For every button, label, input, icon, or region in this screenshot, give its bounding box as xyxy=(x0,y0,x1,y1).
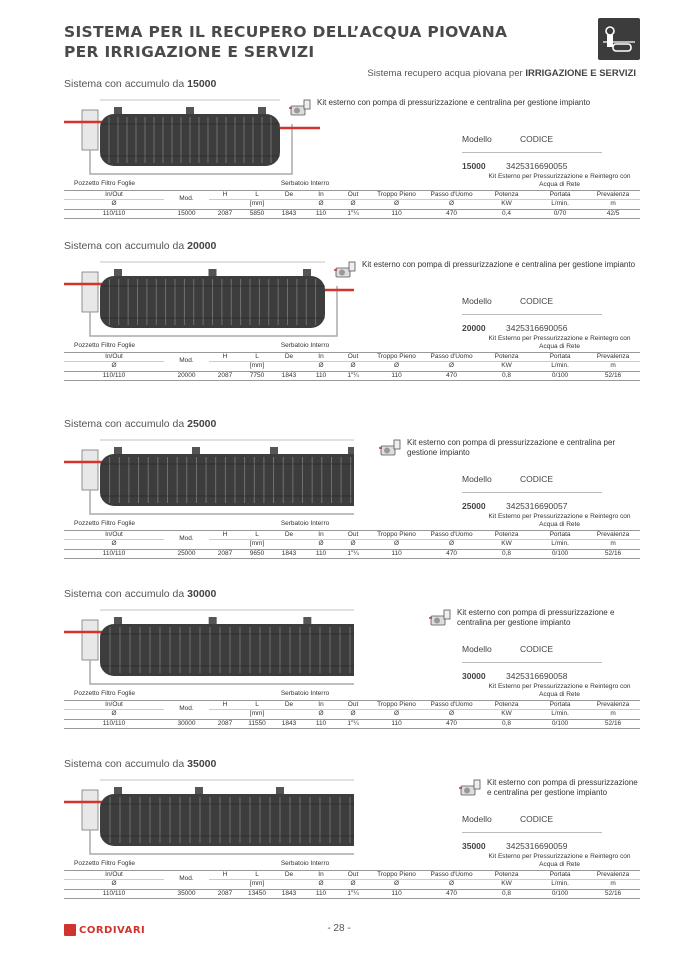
col-inout: In/Out xyxy=(64,870,164,880)
kit-description: Kit esterno con pompa di pressurizzazione e centralina per gestione impianto xyxy=(362,260,636,269)
value-inout: 110/110 xyxy=(64,549,164,559)
col-inout: In/Out xyxy=(64,530,164,540)
col-passo: Passo d'Uomo xyxy=(424,190,479,200)
unit-out: Ø xyxy=(337,540,369,550)
unit-lmin: L/min. xyxy=(534,710,586,720)
col-h: H xyxy=(209,700,241,710)
value-inout: 110/110 xyxy=(64,371,164,381)
value-l: 7750 xyxy=(241,371,273,381)
unit-in: Ø xyxy=(305,710,337,720)
unit-m: m xyxy=(586,540,640,550)
unit-lmin: L/min. xyxy=(534,880,586,890)
unit-out: Ø xyxy=(337,880,369,890)
value-inout: 110/110 xyxy=(64,209,164,219)
col-potenza: Potenza xyxy=(479,700,534,710)
value-troppo: 110 xyxy=(369,371,424,381)
col-in: In xyxy=(305,700,337,710)
rainwater-system-icon xyxy=(598,18,640,60)
system-section-35000 xyxy=(64,758,640,926)
group-kit: Kit Esterno per Pressurizzazione e Reintegro con Acqua di Rete xyxy=(488,334,631,350)
section-heading: Sistema con accumulo da 35000 xyxy=(64,758,217,770)
col-portata: Portata xyxy=(534,870,586,880)
model-code-box xyxy=(462,290,602,333)
unit-inout: Ø xyxy=(64,540,164,550)
code-header: CODICE xyxy=(520,644,554,654)
col-out: Out xyxy=(337,530,369,540)
value-out: 1"¼ xyxy=(337,209,369,219)
group-pozzetto: Pozzetto Filtro Foglie xyxy=(74,520,136,527)
unit-mm: [mm] xyxy=(241,200,273,210)
value-mod: 35000 xyxy=(164,889,209,899)
value-l: 13450 xyxy=(241,889,273,899)
group-pozzetto: Pozzetto Filtro Foglie xyxy=(74,180,136,187)
value-de: 1843 xyxy=(273,209,305,219)
unit-troppo: Ø xyxy=(369,362,424,372)
section-heading: Sistema con accumulo da 20000 xyxy=(64,240,217,252)
model-value: 20000 xyxy=(462,323,486,333)
model-header: Modello xyxy=(462,296,492,306)
unit-troppo: Ø xyxy=(369,710,424,720)
value-prevalenza: 42/5 xyxy=(586,209,640,219)
col-inout: In/Out xyxy=(64,190,164,200)
unit-passo: Ø xyxy=(424,540,479,550)
value-potenza: 0,8 xyxy=(479,719,534,729)
unit-passo: Ø xyxy=(424,200,479,210)
col-passo: Passo d'Uomo xyxy=(424,352,479,362)
spec-table xyxy=(64,334,640,381)
unit-mm: [mm] xyxy=(241,880,273,890)
value-de: 1843 xyxy=(273,549,305,559)
col-troppo: Troppo Pieno xyxy=(369,530,424,540)
unit-in: Ø xyxy=(305,362,337,372)
value-prevalenza: 52/16 xyxy=(586,889,640,899)
unit-m: m xyxy=(586,200,640,210)
value-l: 9650 xyxy=(241,549,273,559)
col-prevalenza: Prevalenza xyxy=(586,190,640,200)
value-mod: 15000 xyxy=(164,209,209,219)
code-header: CODICE xyxy=(520,474,554,484)
system-section-30000 xyxy=(64,588,640,756)
system-section-20000 xyxy=(64,240,640,408)
col-inout: In/Out xyxy=(64,700,164,710)
model-value: 35000 xyxy=(462,841,486,851)
group-serbatoio: Serbatoio Interro xyxy=(280,860,330,867)
code-header: CODICE xyxy=(520,814,554,824)
col-troppo: Troppo Pieno xyxy=(369,870,424,880)
unit-passo: Ø xyxy=(424,880,479,890)
tank-diagram xyxy=(64,604,354,692)
col-de: De xyxy=(273,190,305,200)
col-mod: Mod. xyxy=(164,190,209,209)
group-kit: Kit Esterno per Pressurizzazione e Reintegro con Acqua di Rete xyxy=(488,682,631,698)
col-mod: Mod. xyxy=(164,352,209,371)
col-de: De xyxy=(273,700,305,710)
page-title: SISTEMA PER IL RECUPERO DELL’ACQUA PIOVANA PER IRRIGAZIONE E SERVIZI xyxy=(64,23,508,61)
kit-description: Kit esterno con pompa di pressurizzazione e centralina per gestione impianto xyxy=(457,608,615,627)
group-serbatoio: Serbatoio Interro xyxy=(280,342,330,349)
value-h: 2087 xyxy=(209,549,241,559)
group-serbatoio: Serbatoio Interro xyxy=(280,180,330,187)
unit-in: Ø xyxy=(305,540,337,550)
value-h: 2087 xyxy=(209,719,241,729)
col-de: De xyxy=(273,530,305,540)
value-potenza: 0,4 xyxy=(479,209,534,219)
col-passo: Passo d'Uomo xyxy=(424,870,479,880)
col-potenza: Potenza xyxy=(479,870,534,880)
col-de: De xyxy=(273,352,305,362)
code-header: CODICE xyxy=(520,134,554,144)
value-portata: 0/100 xyxy=(534,371,586,381)
col-troppo: Troppo Pieno xyxy=(369,190,424,200)
value-in: 110 xyxy=(305,889,337,899)
value-passo: 470 xyxy=(424,209,479,219)
col-de: De xyxy=(273,870,305,880)
col-troppo: Troppo Pieno xyxy=(369,700,424,710)
value-inout: 110/110 xyxy=(64,889,164,899)
col-l: L xyxy=(241,352,273,362)
value-passo: 470 xyxy=(424,889,479,899)
value-in: 110 xyxy=(305,549,337,559)
value-troppo: 110 xyxy=(369,719,424,729)
page-subtitle: Sistema recupero acqua piovana per IRRIGAZIONE E SERVIZI xyxy=(367,68,636,79)
value-out: 1"¼ xyxy=(337,719,369,729)
col-h: H xyxy=(209,870,241,880)
value-passo: 470 xyxy=(424,371,479,381)
section-heading: Sistema con accumulo da 30000 xyxy=(64,588,217,600)
value-passo: 470 xyxy=(424,549,479,559)
value-portata: 0/100 xyxy=(534,719,586,729)
col-prevalenza: Prevalenza xyxy=(586,700,640,710)
unit-troppo: Ø xyxy=(369,200,424,210)
unit-kw: KW xyxy=(479,200,534,210)
unit-troppo: Ø xyxy=(369,880,424,890)
col-mod: Mod. xyxy=(164,870,209,889)
col-in: In xyxy=(305,190,337,200)
col-mod: Mod. xyxy=(164,700,209,719)
kit-description: Kit esterno con pompa di pressurizzazione e centralina per gestione impianto xyxy=(487,778,638,797)
model-header: Modello xyxy=(462,814,492,824)
unit-kw: KW xyxy=(479,540,534,550)
page-number: - 28 - xyxy=(327,923,351,934)
unit-inout: Ø xyxy=(64,362,164,372)
group-serbatoio: Serbatoio Interro xyxy=(280,520,330,527)
unit-inout: Ø xyxy=(64,710,164,720)
value-potenza: 0,8 xyxy=(479,889,534,899)
section-heading: Sistema con accumulo da 25000 xyxy=(64,418,217,430)
value-out: 1"¼ xyxy=(337,549,369,559)
value-out: 1"¼ xyxy=(337,889,369,899)
kit-description: Kit esterno con pompa di pressurizzazione e centralina per gestione impianto xyxy=(407,438,616,457)
code-value: 3425316690055 xyxy=(506,161,568,171)
unit-passo: Ø xyxy=(424,710,479,720)
value-mod: 25000 xyxy=(164,549,209,559)
value-de: 1843 xyxy=(273,889,305,899)
col-l: L xyxy=(241,870,273,880)
col-passo: Passo d'Uomo xyxy=(424,700,479,710)
col-potenza: Potenza xyxy=(479,190,534,200)
col-in: In xyxy=(305,530,337,540)
unit-kw: KW xyxy=(479,710,534,720)
col-out: Out xyxy=(337,352,369,362)
unit-out: Ø xyxy=(337,200,369,210)
group-pozzetto: Pozzetto Filtro Foglie xyxy=(74,342,136,349)
col-in: In xyxy=(305,870,337,880)
col-out: Out xyxy=(337,700,369,710)
kit-description: Kit esterno con pompa di pressurizzazione e centralina per gestione impianto xyxy=(317,98,591,107)
unit-lmin: L/min. xyxy=(534,540,586,550)
value-portata: 0/70 xyxy=(534,209,586,219)
unit-mm: [mm] xyxy=(241,362,273,372)
value-mod: 20000 xyxy=(164,371,209,381)
model-header: Modello xyxy=(462,134,492,144)
col-l: L xyxy=(241,190,273,200)
col-in: In xyxy=(305,352,337,362)
col-prevalenza: Prevalenza xyxy=(586,870,640,880)
brand-name: CORDIVARI xyxy=(79,924,146,936)
model-value: 25000 xyxy=(462,501,486,511)
value-troppo: 110 xyxy=(369,209,424,219)
value-troppo: 110 xyxy=(369,549,424,559)
col-inout: In/Out xyxy=(64,352,164,362)
value-passo: 470 xyxy=(424,719,479,729)
value-portata: 0/100 xyxy=(534,549,586,559)
group-serbatoio: Serbatoio Interro xyxy=(280,690,330,697)
tank-diagram xyxy=(64,774,354,862)
pump-kit-icon xyxy=(459,776,483,798)
spec-table xyxy=(64,682,640,729)
unit-lmin: L/min. xyxy=(534,362,586,372)
model-value: 30000 xyxy=(462,671,486,681)
col-h: H xyxy=(209,190,241,200)
pump-kit-icon xyxy=(334,258,358,280)
spec-table xyxy=(64,512,640,559)
section-heading: Sistema con accumulo da 15000 xyxy=(64,78,217,90)
pump-kit-icon xyxy=(289,96,313,118)
tank-diagram xyxy=(64,434,354,522)
value-potenza: 0,8 xyxy=(479,549,534,559)
unit-troppo: Ø xyxy=(369,540,424,550)
value-mod: 30000 xyxy=(164,719,209,729)
col-h: H xyxy=(209,352,241,362)
unit-in: Ø xyxy=(305,200,337,210)
group-kit: Kit Esterno per Pressurizzazione e Reintegro con Acqua di Rete xyxy=(488,172,631,188)
col-h: H xyxy=(209,530,241,540)
unit-m: m xyxy=(586,880,640,890)
value-h: 2087 xyxy=(209,889,241,899)
code-value: 3425316690058 xyxy=(506,671,568,681)
value-prevalenza: 52/16 xyxy=(586,719,640,729)
col-prevalenza: Prevalenza xyxy=(586,530,640,540)
unit-inout: Ø xyxy=(64,880,164,890)
col-troppo: Troppo Pieno xyxy=(369,352,424,362)
value-prevalenza: 52/16 xyxy=(586,371,640,381)
value-inout: 110/110 xyxy=(64,719,164,729)
code-value: 3425316690057 xyxy=(506,501,568,511)
unit-in: Ø xyxy=(305,880,337,890)
spec-table xyxy=(64,852,640,899)
col-portata: Portata xyxy=(534,700,586,710)
value-portata: 0/100 xyxy=(534,889,586,899)
col-prevalenza: Prevalenza xyxy=(586,352,640,362)
value-in: 110 xyxy=(305,371,337,381)
value-out: 1"¼ xyxy=(337,371,369,381)
unit-m: m xyxy=(586,710,640,720)
pump-kit-icon xyxy=(379,436,403,458)
pump-kit-icon xyxy=(429,606,453,628)
spec-table xyxy=(64,172,640,219)
value-l: 5850 xyxy=(241,209,273,219)
value-de: 1843 xyxy=(273,719,305,729)
col-portata: Portata xyxy=(534,190,586,200)
value-in: 110 xyxy=(305,719,337,729)
value-potenza: 0,8 xyxy=(479,371,534,381)
model-header: Modello xyxy=(462,474,492,484)
col-passo: Passo d'Uomo xyxy=(424,530,479,540)
col-potenza: Potenza xyxy=(479,530,534,540)
model-header: Modello xyxy=(462,644,492,654)
system-section-25000 xyxy=(64,418,640,586)
unit-kw: KW xyxy=(479,880,534,890)
value-in: 110 xyxy=(305,209,337,219)
col-portata: Portata xyxy=(534,530,586,540)
value-h: 2087 xyxy=(209,209,241,219)
group-pozzetto: Pozzetto Filtro Foglie xyxy=(74,860,136,867)
model-code-box xyxy=(462,468,602,511)
model-code-box xyxy=(462,638,602,681)
unit-out: Ø xyxy=(337,710,369,720)
group-pozzetto: Pozzetto Filtro Foglie xyxy=(74,690,136,697)
unit-mm: [mm] xyxy=(241,540,273,550)
unit-mm: [mm] xyxy=(241,710,273,720)
model-value: 15000 xyxy=(462,161,486,171)
system-section-15000 xyxy=(64,78,640,246)
col-mod: Mod. xyxy=(164,530,209,549)
code-value: 3425316690056 xyxy=(506,323,568,333)
col-out: Out xyxy=(337,190,369,200)
unit-m: m xyxy=(586,362,640,372)
col-out: Out xyxy=(337,870,369,880)
col-portata: Portata xyxy=(534,352,586,362)
model-code-box xyxy=(462,808,602,851)
col-potenza: Potenza xyxy=(479,352,534,362)
code-header: CODICE xyxy=(520,296,554,306)
value-l: 11550 xyxy=(241,719,273,729)
unit-lmin: L/min. xyxy=(534,200,586,210)
tank-diagram xyxy=(64,256,354,344)
value-troppo: 110 xyxy=(369,889,424,899)
unit-inout: Ø xyxy=(64,200,164,210)
model-code-box xyxy=(462,128,602,171)
col-l: L xyxy=(241,530,273,540)
value-de: 1843 xyxy=(273,371,305,381)
unit-out: Ø xyxy=(337,362,369,372)
unit-kw: KW xyxy=(479,362,534,372)
group-kit: Kit Esterno per Pressurizzazione e Reintegro con Acqua di Rete xyxy=(488,852,631,868)
code-value: 3425316690059 xyxy=(506,841,568,851)
group-kit: Kit Esterno per Pressurizzazione e Reintegro con Acqua di Rete xyxy=(488,512,631,528)
col-l: L xyxy=(241,700,273,710)
value-prevalenza: 52/16 xyxy=(586,549,640,559)
unit-passo: Ø xyxy=(424,362,479,372)
value-h: 2087 xyxy=(209,371,241,381)
